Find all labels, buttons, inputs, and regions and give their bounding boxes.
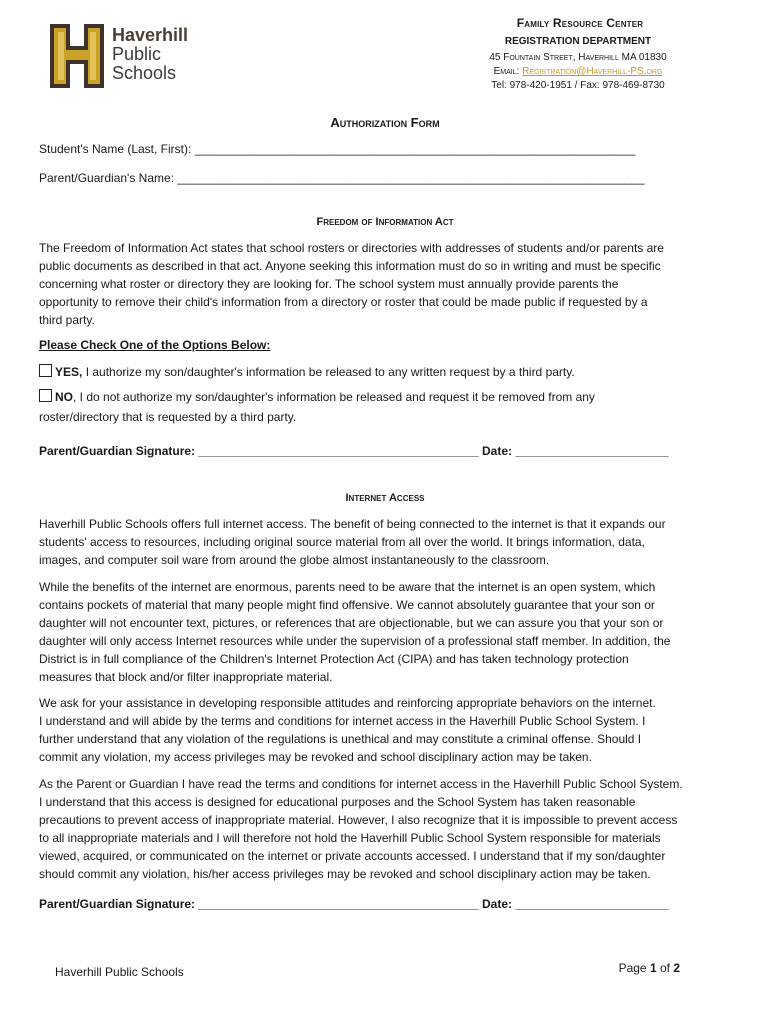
department-name: REGISTRATION DEPARTMENT (504, 36, 652, 47)
logo-line-2: Public (112, 44, 162, 64)
text-line: I understand that this access is designed for educational purposes and the School System has taken reasonable (39, 795, 636, 809)
page-of: of (656, 961, 674, 975)
text-line: precautions to prevent access of inappropriate material. However, I also recognize that it is impossible to prevent access (39, 813, 678, 827)
foia-line: third party. (39, 313, 95, 327)
no-label: NO (55, 390, 73, 404)
text-line: As the Parent or Guardian I have read the terms and conditions for internet access in the Haverhill Public School System. (39, 777, 683, 791)
foia-heading: Freedom of Information Act (316, 216, 454, 228)
text-line: viewed, acquired, or communicated on the internet or private accounts accessed. I understand that if my son/daughter (39, 849, 666, 863)
foia-line: The Freedom of Information Act states that school rosters or directories with addresses of students and/or parents are (39, 241, 664, 255)
option-yes[interactable] (39, 364, 575, 379)
email-label: Email: (493, 66, 523, 77)
address: 45 Fountain Street, Haverhill MA 01830 (489, 52, 667, 63)
footer-org: Haverhill Public Schools (55, 965, 184, 979)
haverhill-h-icon (46, 22, 108, 90)
text-line: students' access to resources, including original source material from all over the world. It brings information, data, (39, 535, 645, 549)
text-line: Haverhill Public Schools offers full internet access. The benefit of being connected to the internet is that it expands our (39, 517, 666, 531)
text-line: images, and computer soil ware from around the globe almost instantaneously to the classroom. (39, 553, 550, 567)
page-total: 2 (673, 961, 680, 975)
no-text-continued: roster/directory that is requested by a third party. (39, 410, 297, 424)
internet-signature-line[interactable]: Parent/Guardian Signature: __________________________________________ Date: _______________________ (39, 897, 669, 911)
foia-paragraph (39, 239, 729, 329)
page-prefix: Page (618, 961, 650, 975)
email-line (458, 66, 698, 77)
internet-paragraph-2 (39, 578, 729, 686)
internet-paragraph-1 (39, 515, 729, 569)
text-line: While the benefits of the internet are enormous, parents need to be aware that the internet is an open system, which (39, 580, 656, 594)
internet-heading: Internet Access (345, 492, 425, 504)
email-link[interactable]: Registration@Haverhill-PS.org (522, 66, 663, 77)
foia-signature-line[interactable]: Parent/Guardian Signature: __________________________________________ Date: _______________________ (39, 444, 669, 458)
logo-line-3: Schools (112, 63, 177, 83)
text-line: daughter will not encounter text, pictures, or references that are objectionable, but we can assure you that your son or (39, 616, 664, 630)
form-title: Authorization Form (330, 115, 440, 130)
center-name: Family Resource Center (516, 16, 644, 30)
text-line: We ask for your assistance in developing responsible attitudes and reinforcing appropriate behaviors on the internet. (39, 696, 656, 710)
text-line: commit any violation, my access privileges may be revoked and school disciplinary action may be taken. (39, 750, 592, 764)
text-line: District is in full compliance of the Children's Internet Protection Act (CIPA) and has taken technology protection (39, 652, 629, 666)
text-line: further understand that any violation of the regulations is unethical and may constitute a criminal offense. Should I (39, 732, 642, 746)
no-text: , I do not authorize my son/daughter's information be released and request it be removed from any (73, 390, 595, 404)
foia-line: opportunity to remove their child's information from a directory or roster that could be made public if requested by a (39, 295, 648, 309)
text-line: should commit any violation, his/her access privileges may be revoked and school disciplinary action may be taken. (39, 867, 651, 881)
text-line: daughter will only access Internet resources while under the supervision of a professional staff member. In addition, the (39, 634, 671, 648)
text-line: contains pockets of material that many people might find offensive. We cannot absolutely guarantee that your son or (39, 598, 655, 612)
logo-line-1: Haverhill (112, 25, 189, 45)
foia-line: public documents as described in that act. Anyone seeking this information must do so in writing and must be specific (39, 259, 661, 273)
internet-paragraph-3 (39, 694, 729, 766)
text-line: measures that block and/or filter inappropriate material. (39, 670, 333, 684)
text-line: to all inappropriate materials and I will therefore not hold the Haverhill Public School System responsible for materials (39, 831, 661, 845)
text-line: I understand and will abide by the terms and conditions for internet access in the Haverhill Public School System. I (39, 714, 646, 728)
guardian-name-field[interactable]: Parent/Guardian's Name: ______________________________________________________________________ (39, 171, 645, 185)
yes-checkbox[interactable] (39, 364, 52, 377)
yes-label: YES, (55, 365, 83, 379)
yes-text: I authorize my son/daughter's information be released to any written request by a third party. (82, 365, 575, 379)
logo-wordmark (112, 26, 188, 83)
phone-fax: Tel: 978-420-1951 / Fax: 978-469-8730 (491, 80, 665, 91)
school-logo (46, 22, 206, 92)
option-no[interactable] (39, 388, 729, 426)
page-number (619, 961, 680, 975)
internet-paragraph-4 (39, 775, 729, 883)
page-current: 1 (649, 961, 657, 975)
student-name-field[interactable]: Student's Name (Last, First): __________________________________________________________________ (39, 142, 636, 156)
foia-line: concerning what roster or directory they are looking for. The school system must annually provide parents the (39, 277, 619, 291)
options-heading: Please Check One of the Options Below: (39, 338, 271, 352)
no-checkbox[interactable] (39, 389, 52, 402)
